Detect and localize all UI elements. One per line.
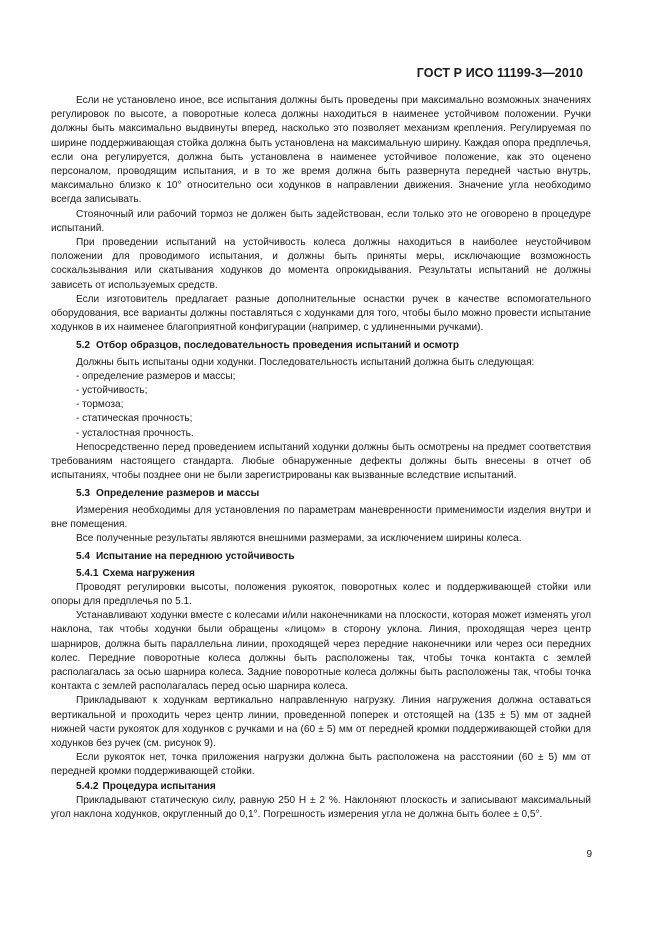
paragraph: Если рукояток нет, точка приложения нагрузки должна быть расположена на расстоянии (60 ± 5) мм от передней кромки поддерживающей стойки. — [51, 752, 591, 778]
section-title: Определение размеров и массы — [96, 488, 260, 500]
paragraph: Должны быть испытаны одни ходунки. Последовательность испытаний должна быть следующая: — [76, 356, 535, 368]
page-content — [51, 94, 591, 822]
paragraph: При проведении испытаний на устойчивость колеса должны находиться в наиболее неустойчивом положении для проводимого испытания, и должны быть приняты меры, исключающие возможность соскальзывания или скатывания ходунков до момента опрокидывания. Результаты испытаний не должны зависеть от используемых средств. — [51, 237, 591, 291]
paragraph: Если изготовитель предлагает разные дополнительные оснастки ручек в качестве вспомогательного оборудования, все варианты должны поставляться с ходунками для того, чтобы было можно провести испытание ходунков в их наименее благоприятной конфигурации (например, с удлиненными ручками). — [51, 293, 591, 334]
section-title: Отбор образцов, последовательность проведения испытаний и осмотр — [96, 340, 460, 352]
list-item: - усталостная прочность. — [51, 427, 591, 441]
subsection-number: 5.4.1 — [76, 567, 99, 579]
document-header: ГОСТ Р ИСО 11199-3—2010 — [416, 66, 583, 80]
paragraph: Все полученные результаты являются внешними размерами, за исключением ширины колеса. — [76, 533, 522, 545]
subsection-title: Процедура испытания — [102, 780, 216, 792]
list-item: - статическая прочность; — [51, 412, 591, 426]
paragraph: Проводят регулировки высоты, положения рукояток, поворотных колес и поддерживающей стойки или опоры для предплечья по 5.1. — [51, 581, 591, 607]
subsection-heading-5-4-2 — [51, 780, 591, 794]
section-number: 5.4 — [76, 551, 91, 563]
paragraph: Прикладывают к ходункам вертикально направленную нагрузку. Линия нагружения должна оставаться вертикальной и проходить через центр линии, проведенной поперек и отстоящей на (135 ± 5) мм от задней нижней части рукояток для ходунков с ручками и на (60 ± 5) мм от передней кромки поддерживающей стойки для ходунков без ручек (см. рисунок 9). — [51, 695, 591, 749]
subsection-heading-5-4-1 — [51, 567, 591, 581]
paragraph: Прикладывают статическую силу, равную 250 Н ± 2 %. Наклоняют плоскость и записывают максимальный угол наклона ходунков, округленный до 0,1°. Погрешность измерения угла не должна быть более ± 0,5°. — [51, 794, 591, 820]
section-heading-5-3 — [51, 487, 591, 501]
section-heading-5-2 — [51, 339, 591, 353]
section-heading-5-4 — [51, 550, 591, 564]
paragraph: Стояночный или рабочий тормоз не должен быть задействован, если только это не оговорено в процедуре испытаний. — [51, 208, 591, 234]
subsection-number: 5.4.2 — [76, 780, 99, 792]
section-number: 5.3 — [76, 488, 91, 500]
paragraph: Устанавливают ходунки вместе с колесами и/или наконечниками на плоскости, которая может изменять угол наклона, так чтобы ходунки были обращены «лицом» в сторону уклона. Линия, проходящая через центр шарниров, должна быть параллельна линии, проходящей через передние наконечники или через оси передних колес. Передние поворотные колеса должны быть расположены так, чтобы точка контакта с землей располагалась за осью шарнира колеса. Задние поворотные колеса должны быть расположены так, чтобы точка контакта с землей располагалась перед осью шарнира колеса. — [51, 610, 591, 693]
list-item: - определение размеров и массы; — [51, 370, 591, 384]
paragraph: Если не установлено иное, все испытания должны быть проведены при максимально возможных значениях регулировок по высоте, а поворотные колеса должны находиться в наименее устойчивом положении. Ручки должны быть максимально выдвинуты вперед, насколько это позволяет механизм крепления. Регулируемая по ширине поддерживающая стойка должна быть установлена на максимальную ширину. Каждая опора предплечья, если она регулируется, должна быть установлена в наименее устойчивое положение, как это оценено персоналом, проводящим испытания, и в то же время должна быть развернута передней частью внутрь, максимально близко к 10° относительно оси ходунков в направлении движения. Значение угла необходимо всегда записывать. — [51, 95, 591, 206]
paragraph: Непосредственно перед проведением испытаний ходунки должны быть осмотрены на предмет соответствия требованиям настоящего стандарта. Любые обнаруженные дефекты должны быть внесены в отчет об испытаниях, чтобы позднее они не были зарегистрированы как вызванные вследствие испытаний. — [51, 441, 591, 482]
section-number: 5.2 — [76, 340, 91, 352]
list-item: - тормоза; — [51, 398, 591, 412]
paragraph: Измерения необходимы для установления по параметрам маневренности применимости изделия внутри и вне помещения. — [51, 504, 591, 530]
section-title: Испытание на переднюю устойчивость — [96, 551, 295, 563]
list-item: - устойчивость; — [51, 384, 591, 398]
test-sequence-list — [51, 370, 591, 441]
subsection-title: Схема нагружения — [102, 567, 195, 579]
page-number: 9 — [586, 849, 592, 860]
